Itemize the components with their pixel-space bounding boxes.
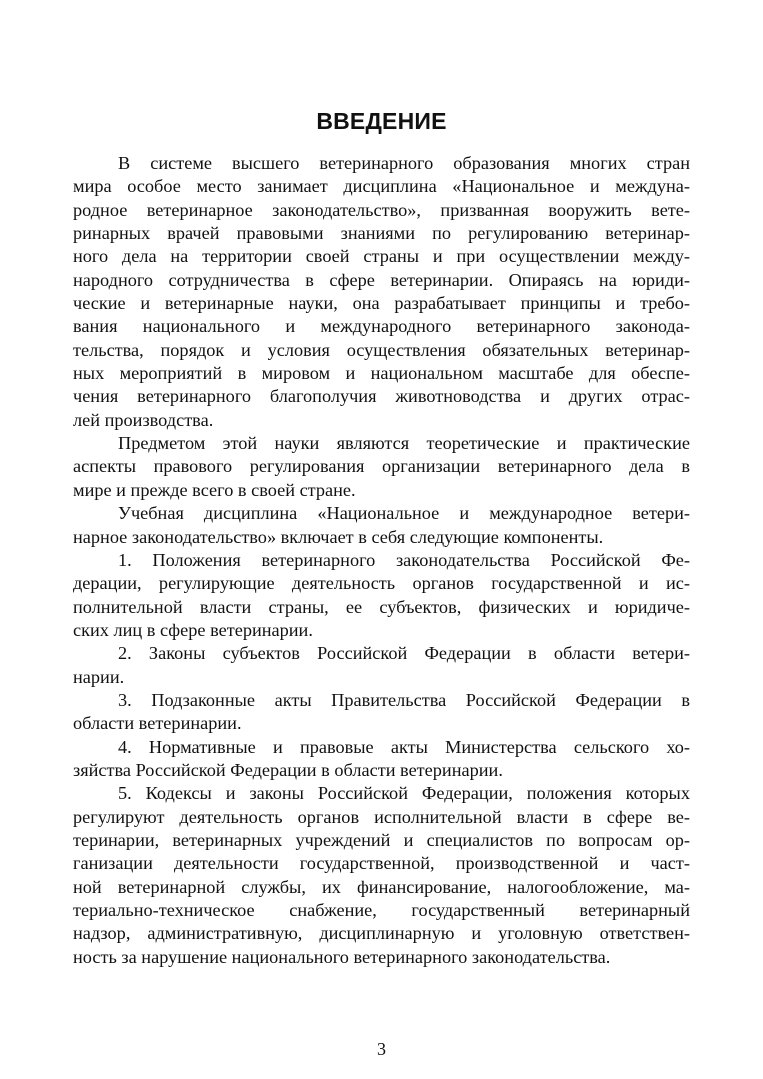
document-page [73,0,690,1079]
text-line: надзор, административную, дисциплинарную и уголовную ответствен- [73,923,690,944]
text-line: Учебная дисциплина «Национальное и международное ветери- [118,503,690,524]
text-line: зяйства Российской Федерации в области ветеринарии. [73,759,503,780]
section-heading: ВВЕДЕНИЕ [316,108,447,134]
text-line: териально-техническое снабжение, государственный ветеринарный [73,900,690,920]
text-line: 5. Кодексы и законы Российской Федерации, положения которых [118,783,690,804]
text-line: ных мероприятий в мировом и национальном масштабе для обеспе- [73,363,690,384]
text-line: 1. Положения ветеринарного законодательства Российской Фе- [118,549,690,570]
text-line: 4. Нормативные и правовые акты Министерства сельского хо- [118,736,690,757]
text-line: Предметом этой науки являются теоретические и практические [118,433,690,454]
text-line: лей производства. [73,409,214,430]
text-line: мире и прежде всего в своей стране. [73,479,356,500]
page-number: 3 [377,1039,386,1059]
text-line: области ветеринарии. [73,713,242,734]
text-line: аспекты правового регулирования организации ветеринарного дела в [73,456,690,477]
text-line: регулируют деятельность органов исполнительной власти в сфере ве- [73,806,690,827]
text-line: ность за нарушение национального ветеринарного законодательства. [73,946,611,967]
text-line: тельства, порядок и условия осуществления обязательных ветеринар- [73,339,690,360]
text-line: чения ветеринарного благополучия животноводства и других отрас- [73,386,690,407]
text-line: ганизации деятельности государственной, производственной и част- [73,853,690,874]
text-line: родное ветеринарное законодательство», призванная вооружить вете- [73,199,690,220]
text-line: ческие и ветеринарные науки, она разрабатывает принципы и требо- [73,293,690,314]
text-line: теринарии, ветеринарных учреждений и специалистов по вопросам ор- [73,829,690,850]
text-line: 3. Подзаконные акты Правительства Российской Федерации в [118,689,690,710]
text-line: народного сотрудничества в сфере ветеринарии. Опираясь на юриди- [73,269,690,290]
text-line: полнительной власти страны, ее субъектов, физических и юридиче- [73,596,690,617]
text-line: вания национального и международного ветеринарного законода- [73,316,690,337]
text-line: ских лиц в сфере ветеринарии. [73,619,313,640]
text-line: нарии. [73,666,125,687]
text-line: В системе высшего ветеринарного образования многих стран [118,153,690,173]
text-line: нарное законодательство» включает в себя следующие компоненты. [73,526,604,547]
text-line: ного дела на территории своей страны и при осуществлении между- [73,246,690,267]
text-line: ринарных врачей правовыми знаниями по регулированию ветеринар- [73,223,690,244]
text-line: 2. Законы субъектов Российской Федерации в области ветери- [118,643,690,664]
text-line: ной ветеринарной службы, их финансирование, налогообложение, ма- [73,876,690,897]
body-text [73,152,690,969]
text-line: дерации, регулирующие деятельность органов государственной и ис- [73,573,690,594]
text-line: мира особое место занимает дисциплина «Национальное и междуна- [73,176,690,197]
